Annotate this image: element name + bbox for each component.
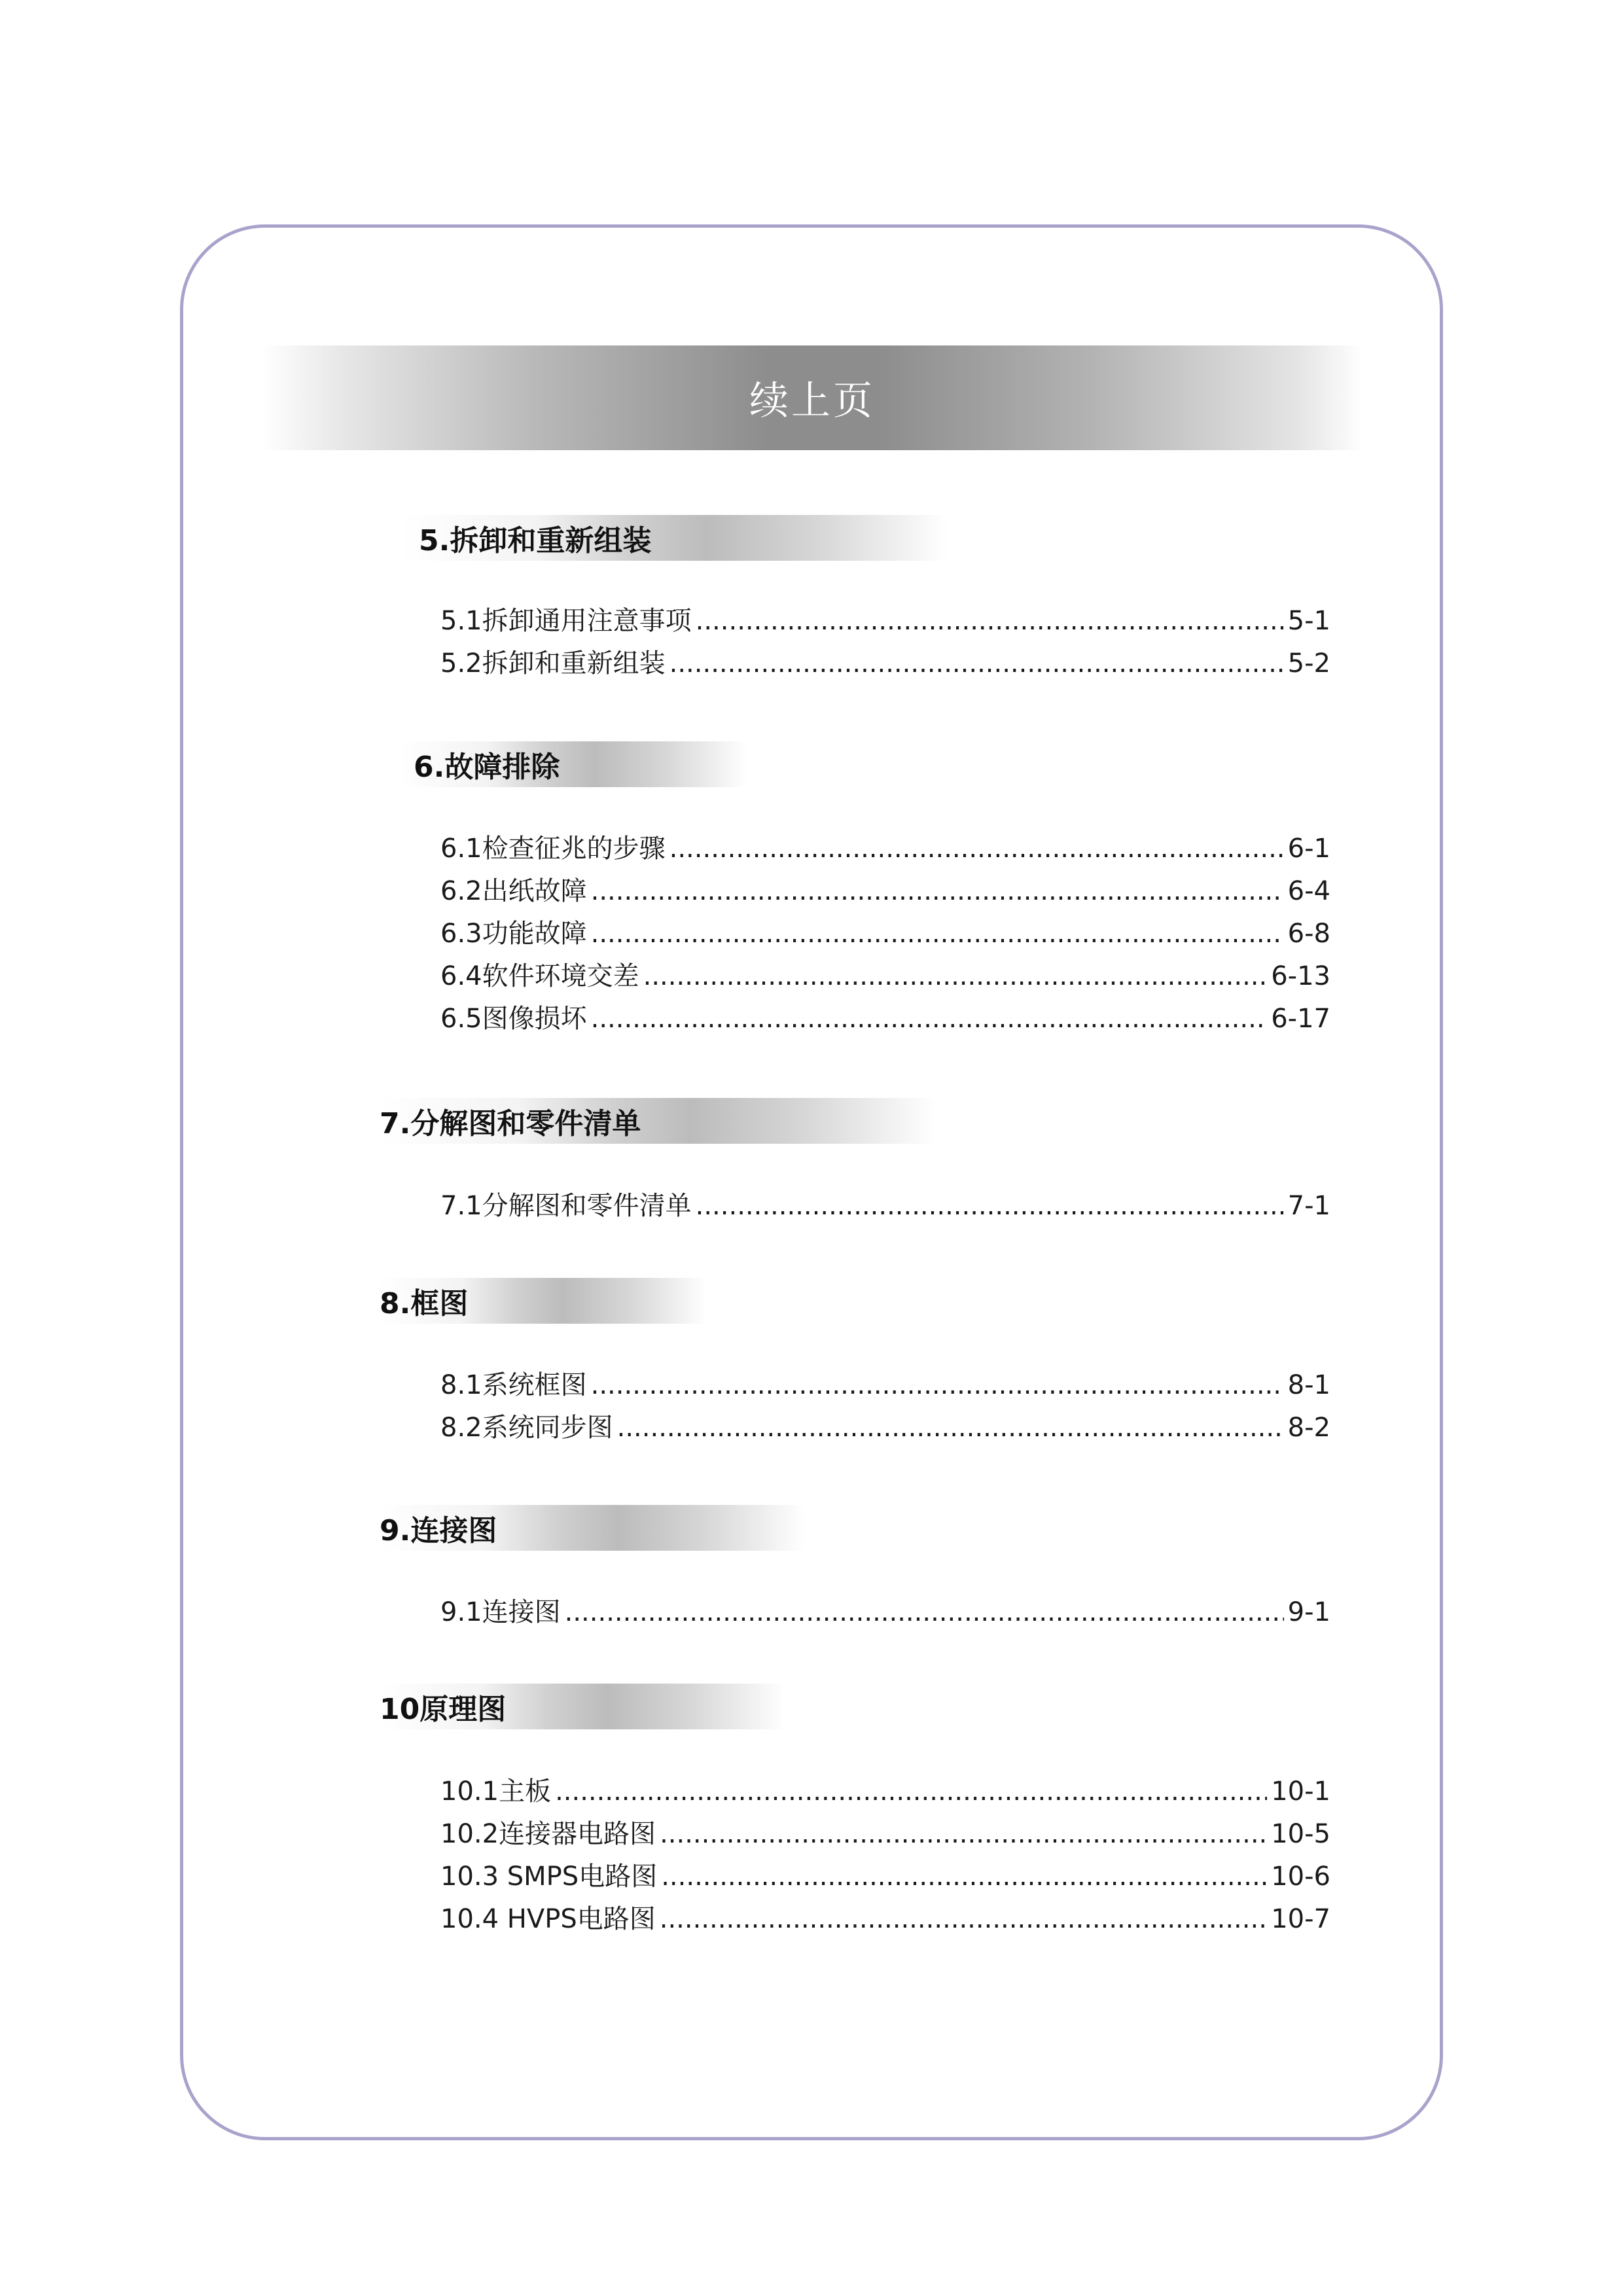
- toc-leader-dots: [617, 1413, 1284, 1443]
- toc-entry-label: 6.4软件环境交差: [440, 961, 639, 991]
- toc-list-6: [440, 828, 1330, 1040]
- section-title: 6.故障排除: [414, 751, 560, 784]
- toc-entry-label: 9.1连接图: [440, 1597, 561, 1627]
- toc-entry-label: 6.5图像损坏: [440, 1004, 587, 1034]
- toc-entry-label: 6.2出纸故障: [440, 876, 587, 906]
- section-heading-5: [401, 515, 948, 561]
- banner-title: 续上页: [749, 378, 875, 424]
- toc-page-number: 6-1: [1287, 834, 1330, 864]
- toc-page-number: 8-2: [1287, 1413, 1330, 1443]
- toc-entry-label: 8.2系统同步图: [440, 1413, 613, 1443]
- toc-leader-dots: [660, 1904, 1267, 1934]
- toc-entry[interactable]: [440, 643, 1330, 685]
- toc-list-5: [440, 600, 1330, 685]
- toc-entry[interactable]: [440, 1407, 1330, 1449]
- section-title: 5.拆卸和重新组装: [419, 524, 652, 557]
- toc-entry-label: 7.1分解图和零件清单: [440, 1191, 692, 1221]
- toc-entry[interactable]: [440, 1898, 1330, 1941]
- toc-page-number: 6-4: [1287, 876, 1330, 906]
- toc-list-8: [440, 1364, 1330, 1449]
- toc-page-number: 8-1: [1287, 1370, 1330, 1400]
- toc-leader-dots: [565, 1597, 1284, 1627]
- section-heading-7: [380, 1098, 936, 1144]
- toc-page-number: 10-5: [1271, 1819, 1330, 1849]
- toc-page-number: 10-6: [1271, 1862, 1330, 1892]
- toc-entry[interactable]: [440, 1771, 1330, 1813]
- toc-entry-label: 8.1系统框图: [440, 1370, 587, 1400]
- toc-page-number: 5-2: [1287, 648, 1330, 679]
- toc-page-number: 10-7: [1271, 1904, 1330, 1934]
- toc-entry[interactable]: [440, 600, 1330, 643]
- toc-entry-label: 5.1拆卸通用注意事项: [440, 606, 692, 636]
- section-heading-9: [380, 1505, 805, 1551]
- toc-entry[interactable]: [440, 1591, 1330, 1634]
- toc-entry-label: 6.1检查征兆的步骤: [440, 834, 666, 864]
- section-title: 9.连接图: [380, 1514, 497, 1547]
- toc-entry[interactable]: [440, 1185, 1330, 1227]
- toc-page-number: 6-8: [1287, 919, 1330, 949]
- toc-list-10: [440, 1771, 1330, 1941]
- section-title: 8.框图: [380, 1287, 469, 1320]
- toc-leader-dots: [643, 961, 1268, 991]
- section-title: 7.分解图和零件清单: [380, 1107, 641, 1140]
- toc-entry-label: 5.2拆卸和重新组装: [440, 648, 666, 679]
- section-heading-8: [380, 1278, 707, 1324]
- toc-entry[interactable]: [440, 870, 1330, 913]
- toc-entry[interactable]: [440, 1364, 1330, 1407]
- toc-page-number: 10-1: [1271, 1776, 1330, 1807]
- toc-entry-label: 10.2连接器电路图: [440, 1819, 656, 1849]
- toc-leader-dots: [591, 1004, 1268, 1034]
- section-heading-10: [380, 1684, 785, 1729]
- toc-entry[interactable]: [440, 955, 1330, 998]
- toc-entry-label: 10.3 SMPS电路图: [440, 1862, 658, 1892]
- toc-page-number: 6-13: [1271, 961, 1330, 991]
- toc-page-number: 7-1: [1287, 1191, 1330, 1221]
- toc-leader-dots: [696, 1191, 1284, 1221]
- toc-entry[interactable]: [440, 1856, 1330, 1898]
- toc-leader-dots: [591, 919, 1284, 949]
- toc-list-9: [440, 1591, 1330, 1634]
- toc-list-7: [440, 1185, 1330, 1227]
- section-title: 10原理图: [380, 1693, 507, 1726]
- toc-leader-dots: [696, 606, 1284, 636]
- toc-entry-label: 6.3功能故障: [440, 919, 587, 949]
- toc-page-number: 6-17: [1271, 1004, 1330, 1034]
- toc-entry[interactable]: [440, 828, 1330, 870]
- toc-entry-label: 10.4 HVPS电路图: [440, 1904, 656, 1934]
- toc-entry-label: 10.1主板: [440, 1776, 552, 1807]
- section-heading-6: [401, 741, 747, 787]
- toc-entry[interactable]: [440, 998, 1330, 1040]
- toc-entry[interactable]: [440, 1813, 1330, 1856]
- toc-leader-dots: [555, 1776, 1267, 1807]
- continued-banner: [262, 345, 1363, 450]
- toc-leader-dots: [661, 1862, 1267, 1892]
- toc-leader-dots: [591, 876, 1284, 906]
- toc-leader-dots: [669, 834, 1284, 864]
- toc-entry[interactable]: [440, 913, 1330, 955]
- toc-page-number: 5-1: [1287, 606, 1330, 636]
- toc-leader-dots: [660, 1819, 1267, 1849]
- toc-page-number: 9-1: [1287, 1597, 1330, 1627]
- toc-leader-dots: [591, 1370, 1284, 1400]
- toc-leader-dots: [669, 648, 1284, 679]
